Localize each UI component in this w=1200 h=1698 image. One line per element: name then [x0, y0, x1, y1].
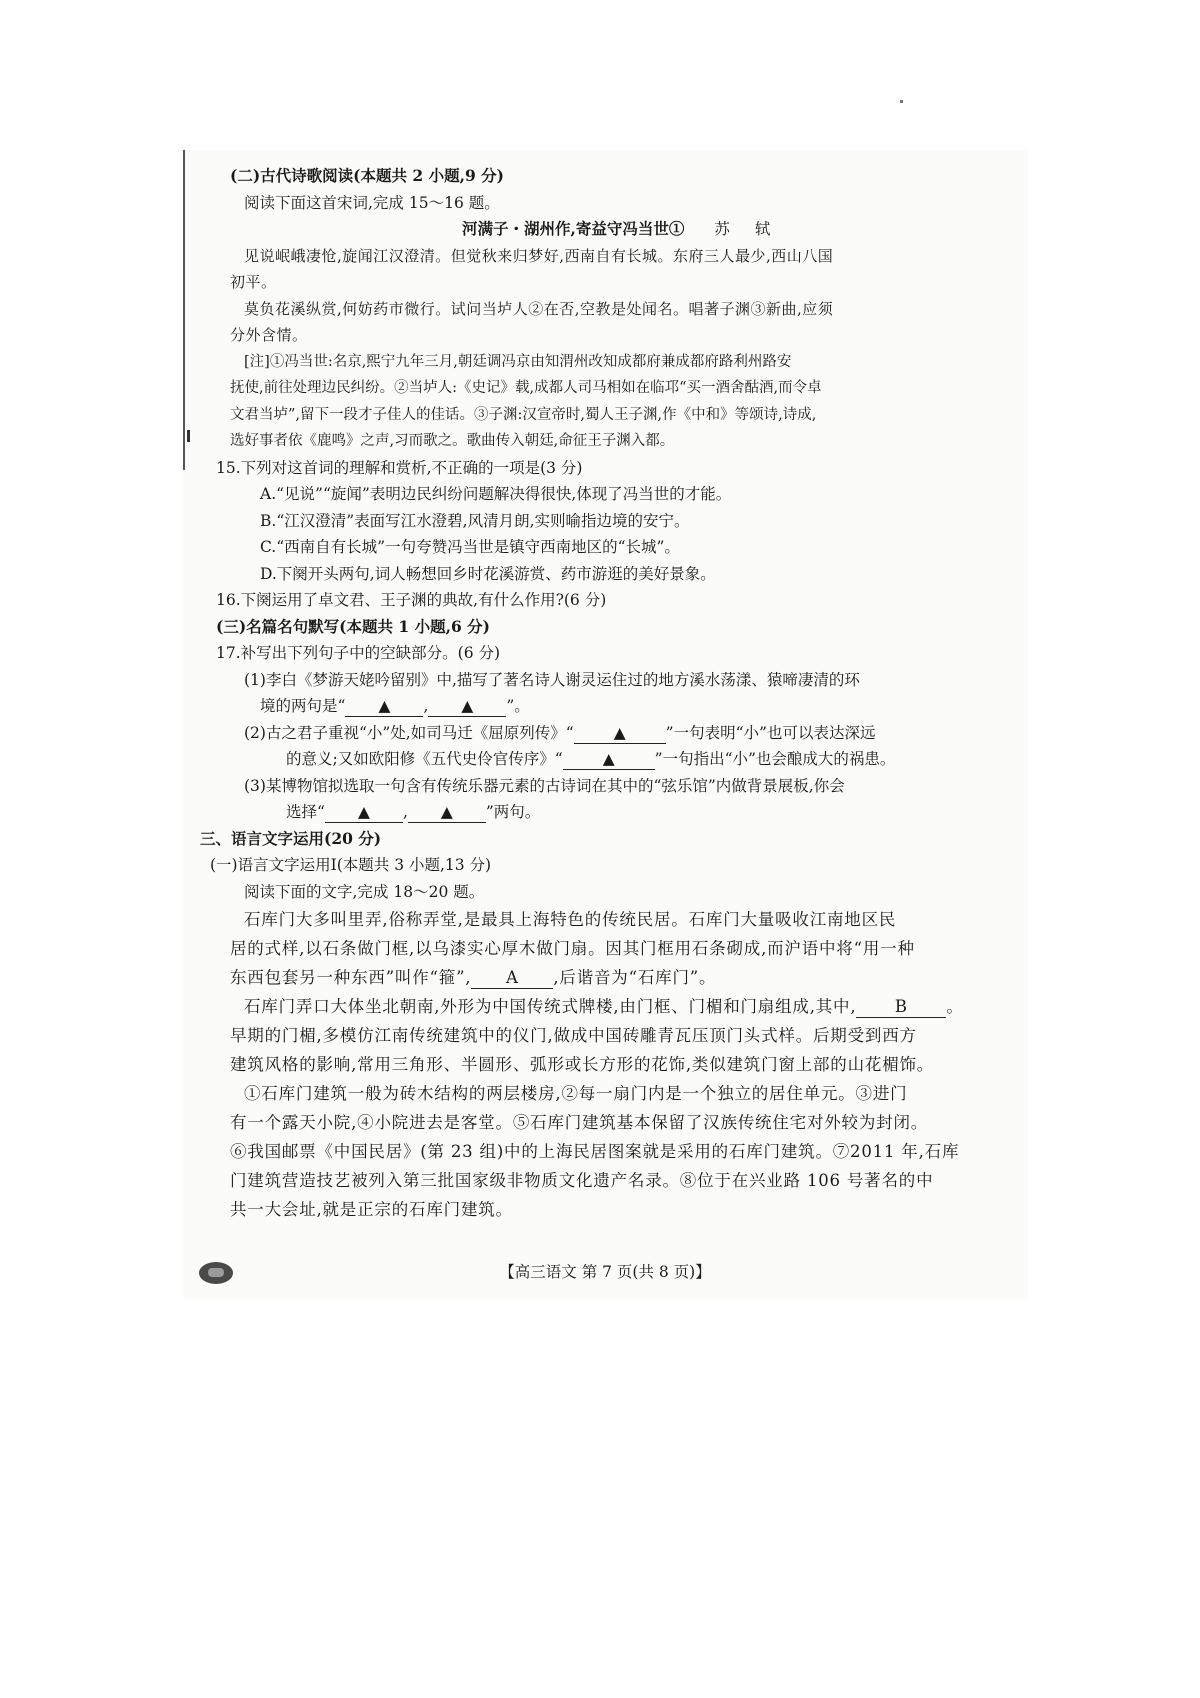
text-fragment: ”一句表明“小”也可以表达深远 [665, 723, 876, 742]
page-number-label: 【高三语文 第 7 页(共 8 页)】 [499, 1263, 711, 1281]
answer-blank[interactable]: ▲ [408, 802, 486, 823]
exam-content [200, 163, 1010, 1224]
question-17-part-1: (1)李白《梦游天姥吟留别》中,描写了著名诗人谢灵运住过的地方溪水荡漾、猿啼凄清的环 [244, 670, 860, 689]
poem-note-line: [注]①冯当世:名京,熙宁九年三月,朝廷调冯京由知渭州改知成都府兼成都府路利州路安 [244, 353, 792, 370]
text-fragment: 。 [946, 997, 964, 1016]
question-17-part-3-blanks [200, 799, 1010, 826]
question-17-part-3: (3)某博物馆拟选取一句含有传统乐器元素的古诗词在其中的“弦乐馆”内做背景展板,你会 [244, 776, 845, 795]
page-binding-edge [183, 150, 185, 470]
answer-blank[interactable]: ▲ [428, 696, 506, 717]
passage-line: 居的式样,以石条做门框,以乌漆实心厚木做门扇。因其门框用石条砌成,而沪语中将“用一种 [230, 939, 915, 958]
section-heading-poetry: (二)古代诗歌阅读(本题共 2 小题,9 分) [230, 166, 504, 185]
passage-line: 共一大会址,就是正宗的石库门建筑。 [230, 1200, 513, 1219]
passage-line: ①石库门建筑一般为砖木结构的两层楼房,②每一扇门内是一个独立的居住单元。③进门 [244, 1084, 908, 1103]
question-16-stem: 16.下阕运用了卓文君、王子渊的典故,有什么作用?(6 分) [216, 591, 607, 609]
text-fragment: ”两句。 [485, 803, 541, 821]
blank-a[interactable]: A [471, 968, 553, 989]
passage-line: 石库门大多叫里弄,俗称弄堂,是最具上海特色的传统民居。石库门大量吸收江南地区民 [244, 910, 897, 929]
question-15-option-c: C.“西南自有长城”一句夸赞冯当世是镇守西南地区的“长城”。 [260, 538, 680, 556]
answer-blank[interactable]: ▲ [345, 696, 423, 717]
text-fragment: 选择“ [286, 803, 325, 821]
poem-stanza2-line1: 莫负花溪纵赏,何妨药市微行。试问当垆人②在否,空教是处闻名。唱著子渊③新曲,应须 [244, 299, 834, 318]
question-17-stem: 17.补写出下列句子中的空缺部分。(6 分) [216, 644, 501, 662]
question-15-option-d: D.下阕开头两句,词人畅想回乡时花溪游赏、药市游逛的美好景象。 [260, 564, 716, 583]
text-fragment: , [402, 803, 408, 821]
question-17-part-2-line1 [200, 720, 1010, 747]
passage-line: 有一个露天小院,④小院进去是客堂。⑤石库门建筑基本保留了汉族传统住宅对外较为封闭。 [230, 1113, 929, 1132]
question-17-part-2-line2 [200, 746, 1010, 773]
poem-stanza1-line1: 见说岷峨凄怆,旋闻江汉澄清。但觉秋来归梦好,西南自有长城。东府三人最少,西山八国 [244, 246, 834, 265]
text-fragment: , [423, 697, 429, 715]
answer-blank[interactable]: ▲ [325, 802, 403, 823]
shikumen-passage [200, 905, 1010, 1224]
question-15-stem: 15.下列对这首词的理解和赏析,不正确的一项是(3 分) [216, 458, 583, 477]
poem-title-line [200, 216, 1010, 243]
poem-note-line: 选好事者依《鹿鸣》之声,习而歌之。歌曲传入朝廷,命征王子渊入都。 [230, 433, 675, 449]
scan-speck [900, 100, 903, 103]
text-fragment: 石库门弄口大体坐北朝南,外形为中国传统式牌楼,由门框、门楣和门扇组成,其中, [244, 997, 857, 1016]
poem-stanza1-line2: 初平。 [230, 273, 277, 291]
part-3-subheading: (一)语言文字运用Ⅰ(本题共 3 小题,13 分) [210, 856, 492, 874]
part-3-heading: 三、语言文字运用(20 分) [200, 828, 382, 848]
question-15-option-a: A.“见说”“旋闻”表明边民纠纷问题解决得很快,体现了冯当世的才能。 [260, 485, 732, 503]
passage-line-with-blank-b [200, 992, 1010, 1021]
question-15-option-b: B.“江汉澄清”表面写江水澄碧,风清月朗,实则喻指边境的安宁。 [260, 511, 690, 530]
poem-note-line: 抚使,前往处理边民纠纷。②当垆人:《史记》载,成都人司马相如在临邛“买一酒舍酤酒,而令卓 [230, 380, 822, 396]
text-fragment: ,后谐音为“石库门”。 [553, 968, 717, 987]
section-heading-recitation: (三)名篇名句默写(本题共 1 小题,6 分) [216, 616, 490, 636]
margin-mark [187, 430, 190, 442]
publisher-logo-icon [199, 1262, 233, 1284]
poetry-instruction: 阅读下面这首宋词,完成 15～16 题。 [244, 193, 500, 212]
text-fragment: ”。 [506, 697, 530, 715]
passage-line: 早期的门楣,多模仿江南传统建筑中的仪门,做成中国砖雕青瓦压顶门头式样。后期受到西方 [230, 1026, 917, 1045]
text-fragment: 境的两句是“ [260, 697, 346, 715]
text-fragment: 的意义;又如欧阳修《五代史伶官传序》“ [286, 750, 563, 768]
poem-title: 河满子・湖州作,寄益守冯当世① [462, 219, 685, 238]
page-footer [200, 1260, 1010, 1282]
passage-line: 门建筑营造技艺被列入第三批国家级非物质文化遗产名录。⑧位于在兴业路 106 号著名的中 [230, 1171, 934, 1190]
poem-note-line: 文君当垆”,留下一段才子佳人的佳话。③子渊:汉宣帝时,蜀人王子渊,作《中和》等颂诗,诗成, [230, 406, 817, 423]
question-17-part-1-blanks [200, 693, 1010, 720]
passage-line-with-blank-a [200, 963, 1010, 992]
answer-blank[interactable]: ▲ [563, 749, 655, 770]
text-fragment: (2)古之君子重视“小”处,如司马迁《屈原列传》“ [244, 723, 574, 742]
passage-line: ⑥我国邮票《中国民居》(第 23 组)中的上海民居图案就是采用的石库门建筑。⑦2011 年,石库 [230, 1142, 960, 1161]
text-fragment: ”一句指出“小”也会酿成大的祸患。 [654, 750, 896, 768]
passage-line: 建筑风格的影响,常用三角形、半圆形、弧形或长方形的花饰,类似建筑门窗上部的山花楣饰。 [230, 1055, 935, 1074]
poem-author: 苏 轼 [714, 220, 781, 238]
blank-b[interactable]: B [856, 997, 946, 1018]
answer-blank[interactable]: ▲ [574, 723, 666, 744]
part-3-instruction: 阅读下面的文字,完成 18～20 题。 [244, 882, 485, 901]
poem-stanza2-line2: 分外含情。 [230, 326, 308, 344]
text-fragment: 东西包套另一种东西”叫作“箍”, [230, 968, 472, 987]
